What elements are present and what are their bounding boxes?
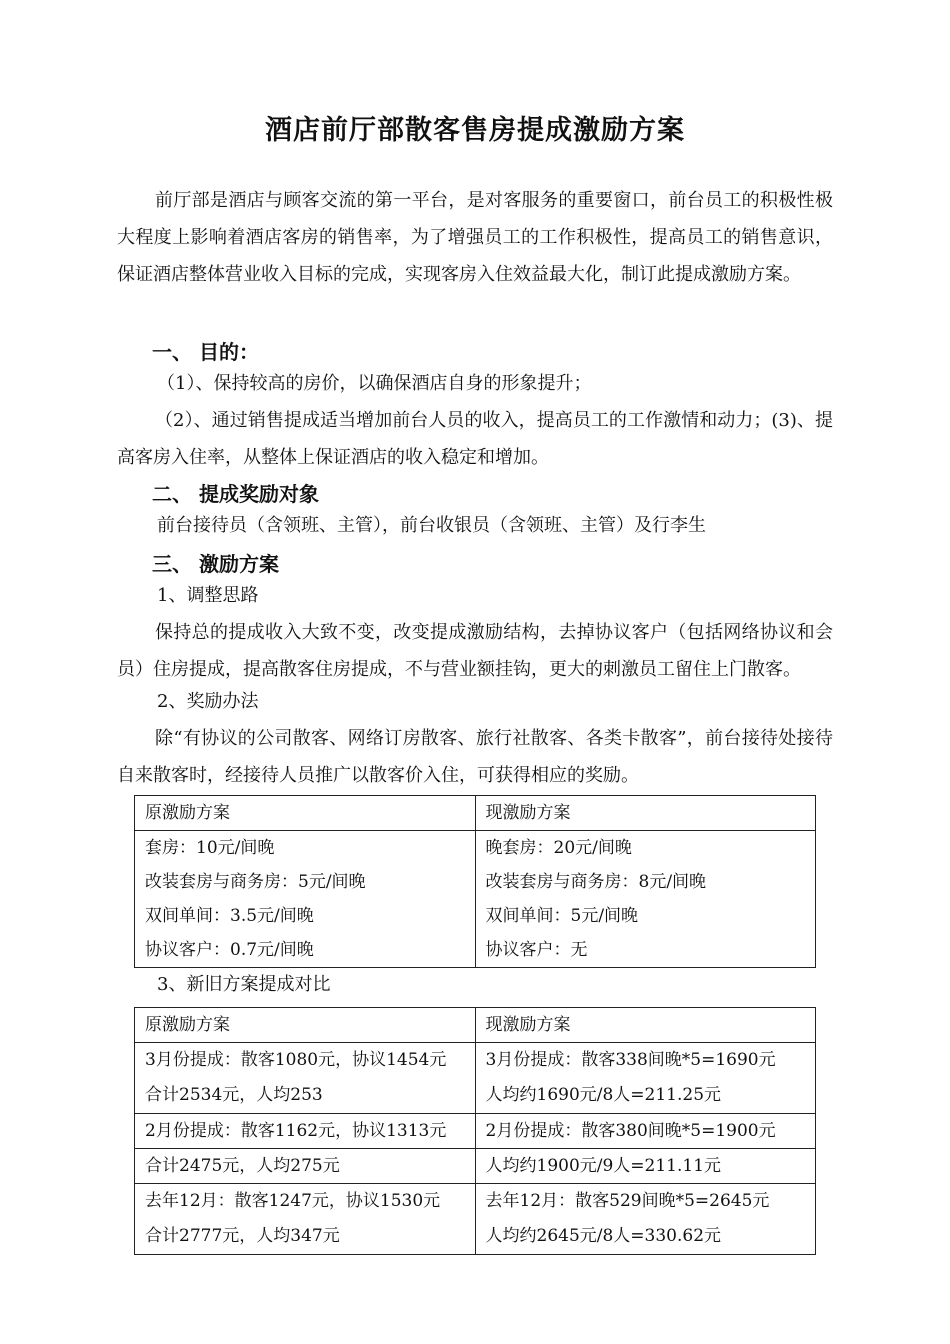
section-2-text: 前台接待员（含领班、主管），前台收银员（含领班、主管）及行李生 bbox=[157, 515, 706, 536]
table-header-row bbox=[135, 796, 816, 831]
old-rates-cell bbox=[135, 831, 476, 968]
section-1-item-1: （1）、保持较高的房价，以确保酒店自身的形象提升； bbox=[157, 373, 592, 394]
rate-line: 双间单间：5元/间晚 bbox=[485, 906, 639, 926]
table-cell: 3月份提成：散客1080元，协议1454元 合计2534元，人均253 bbox=[135, 1043, 476, 1114]
table-row bbox=[135, 1043, 816, 1114]
section-3-heading: 三、 激励方案 bbox=[152, 552, 279, 576]
table-header-cell: 原激励方案 bbox=[135, 796, 476, 831]
comparison-table bbox=[134, 1007, 816, 1255]
table-cell: 2月份提成：散客380间晚*5=1900元 bbox=[475, 1114, 816, 1149]
section-1-heading: 一、 目的： bbox=[152, 340, 259, 364]
rate-line: 套房：10元/间晚 bbox=[145, 838, 275, 858]
subsection-1-text: 保持总的提成收入大致不变，改变提成激励结构，去掉协议客户（包括网络协议和会员）住房提成，提高散客住房提成，不与营业额挂钩，更大的刺激员工留住上门散客。 bbox=[117, 622, 833, 680]
reward-rates-table bbox=[134, 795, 816, 968]
subsection-3-title: 3、新旧方案提成对比 bbox=[157, 974, 331, 995]
rate-line: 双间单间：3.5元/间晚 bbox=[145, 906, 314, 926]
table-row bbox=[135, 1149, 816, 1184]
rate-line: 协议客户：无 bbox=[485, 940, 588, 960]
table-cell: 3月份提成：散客338间晚*5=1690元 人均约1690元/8人=211.25元 bbox=[475, 1043, 816, 1114]
subsection-1-title: 1、调整思路 bbox=[157, 585, 259, 606]
rate-line: 改装套房与商务房：8元/间晚 bbox=[485, 872, 707, 892]
table-cell: 2月份提成：散客1162元，协议1313元 bbox=[135, 1114, 476, 1149]
table-cell: 去年12月：散客529间晚*5=2645元 人均约2645元/8人=330.62元 bbox=[475, 1184, 816, 1255]
table-row bbox=[135, 1184, 816, 1255]
table-cell: 去年12月：散客1247元，协议1530元 合计2777元，人均347元 bbox=[135, 1184, 476, 1255]
rate-line: 晚套房：20元/间晚 bbox=[485, 838, 632, 858]
table-header-row bbox=[135, 1008, 816, 1043]
table-row bbox=[135, 831, 816, 968]
document-title: 酒店前厅部散客售房提成激励方案 bbox=[265, 115, 685, 146]
intro-paragraph: 前厅部是酒店与顾客交流的第一平台，是对客服务的重要窗口，前台员工的积极性极大程度上影响着酒店客房的销售率，为了增强员工的工作积极性，提高员工的销售意识，保证酒店整体营业收入目标的完成，实现客房入住效益最大化，制订此提成激励方案。 bbox=[117, 190, 833, 285]
rate-line: 改装套房与商务房：5元/间晚 bbox=[145, 872, 366, 892]
new-rates-cell bbox=[475, 831, 816, 968]
subsection-2-title: 2、奖励办法 bbox=[157, 691, 259, 712]
table-header-cell: 原激励方案 bbox=[135, 1008, 476, 1043]
section-1-item-2: （2）、通过销售提成适当增加前台人员的收入，提高员工的工作激情和动力；(3)、提高客房入住率，从整体上保证酒店的收入稳定和增加。 bbox=[117, 410, 833, 468]
section-2-heading: 二、 提成奖励对象 bbox=[152, 482, 319, 506]
table-header-cell: 现激励方案 bbox=[475, 796, 816, 831]
table-cell: 人均约1900元/9人=211.11元 bbox=[475, 1149, 816, 1184]
subsection-2-text: 除“有协议的公司散客、网络订房散客、旅行社散客、各类卡散客”，前台接待处接待自来散客时，经接待人员推广以散客价入住，可获得相应的奖励。 bbox=[117, 728, 833, 786]
table-row bbox=[135, 1114, 816, 1149]
rate-line: 协议客户：0.7元/间晚 bbox=[145, 940, 314, 960]
table-header-cell: 现激励方案 bbox=[475, 1008, 816, 1043]
table-cell: 合计2475元，人均275元 bbox=[135, 1149, 476, 1184]
